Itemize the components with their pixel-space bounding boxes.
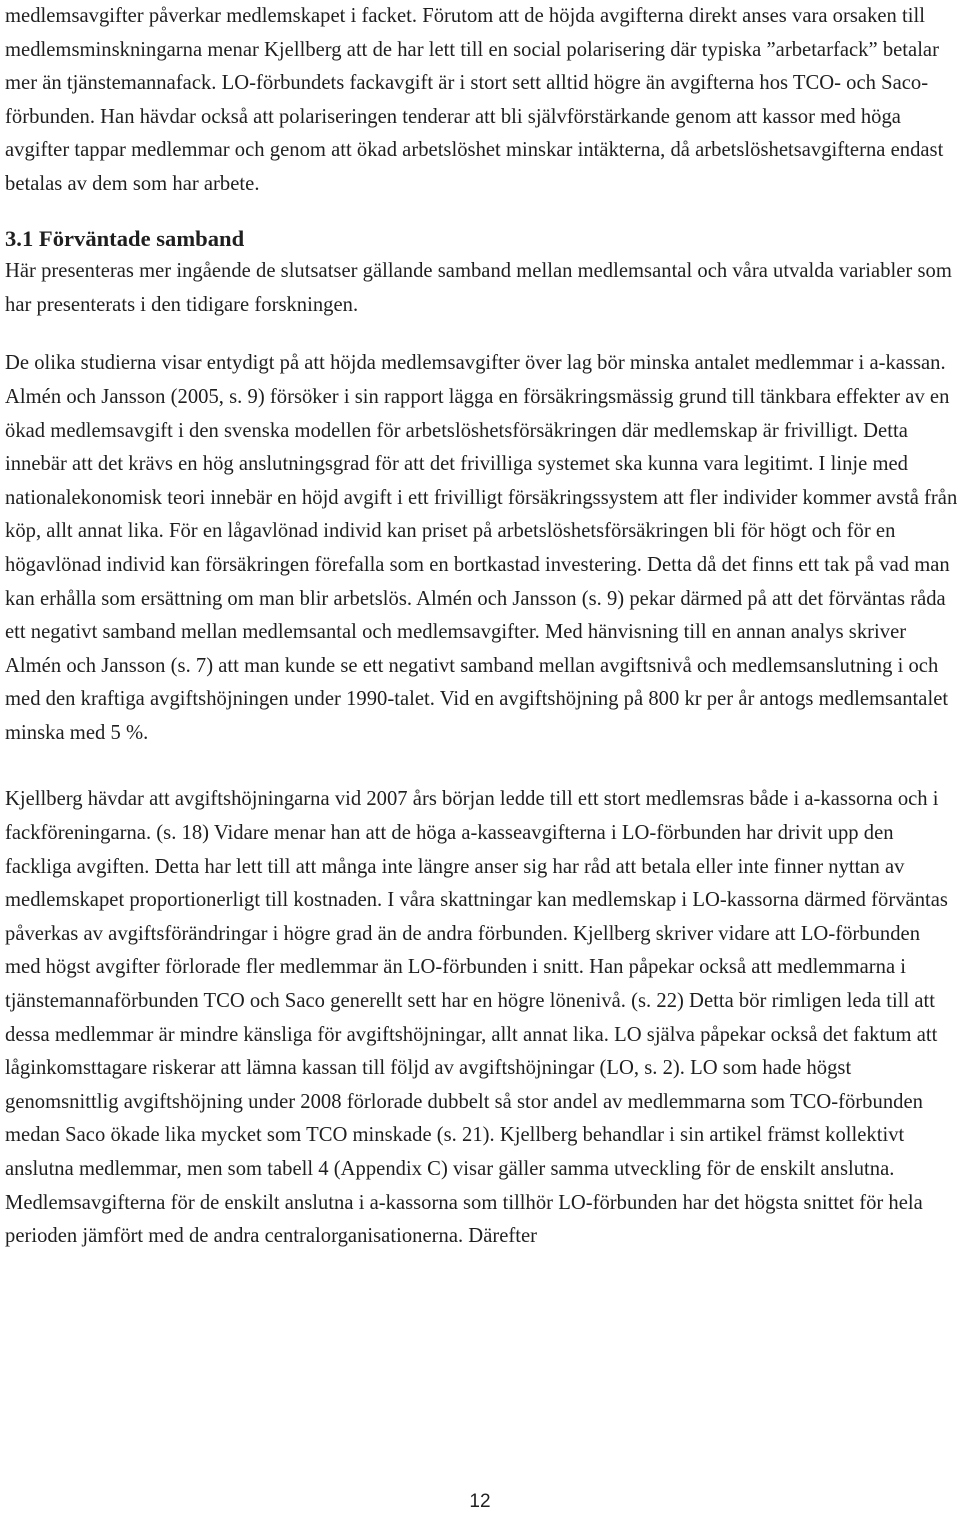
document-page [5, 0, 960, 1254]
body-paragraph-4: Kjellberg hävdar att avgiftshöjningarna vid 2007 års början ledde till ett stort medlemsras både i a-kassorna och i fackföreningarna. (s. 18) Vidare menar han att de höga a-kasseavgifterna i LO-förbunden har drivit upp den fackliga avgiften. Detta har lett till att många inte längre anser sig har råd att betala eller inte finner nyttan av medlemskapet proportionerligt till kostnaden. I våra skattningar kan medlemskap i LO-kassorna därmed förväntas påverkas av avgiftsförändringar i högre grad än de andra förbunden. Kjellberg skriver vidare att LO-förbunden med högst avgifter förlorade fler medlemmar än LO-förbunden i snitt. Han påpekar också att medlemmarna i tjänstemannaförbunden TCO och Saco generellt sett har en högre lönenivå. (s. 22) Detta bör rimligen leda till att dessa medlemmar är mindre känsliga för avgiftshöjningar, allt annat lika. LO själva påpekar också det faktum att låginkomsttagare riskerar att lämna kassan till följd av avgiftshöjningar (LO, s. 2). LO som hade högst genomsnittlig avgiftshöjning under 2008 förlorade dubbelt så stor andel av medlemmarna som TCO-förbunden medan Saco ökade lika mycket som TCO minskade (s. 21). Kjellberg behandlar i sin artikel främst kollektivt anslutna medlemmar, men som tabell 4 (Appendix C) visar gäller samma utveckling för de enskilt anslutna. Medlemsavgifterna för de enskilt anslutna i a-kassorna som tillhör LO-förbunden har det högsta snittet för hela perioden jämfört med de andra centralorganisationerna. Därefter [5, 788, 948, 1248]
section-heading: 3.1 Förväntade samband [5, 225, 245, 251]
page-number: 12 [469, 1491, 491, 1512]
body-paragraph-3: De olika studierna visar entydigt på att höjda medlemsavgifter över lag bör minska antalet medlemmar i a-kassan. Almén och Jansson (2005, s. 9) försöker i sin rapport lägga en försäkringsmässig grund till tänkbara effekter av en ökad medlemsavgift i den svenska modellen för arbetslöshetsförsäkringen där medlemskap är frivilligt. Detta innebär att det krävs en hög anslutningsgrad för att det frivilliga systemet ska kunna vara legitimt. I linje med nationalekonomisk teori innebär en höjd avgift i ett frivilligt försäkringssystem att fler individer kommer avstå från köp, allt annat lika. För en lågavlönad individ kan priset på arbetslöshetsförsäkringen bli för högt och för en högavlönad individ kan försäkringen förefalla som en bortkastad investering. Detta då det finns ett tak på vad man kan erhålla som ersättning om man blir arbetslös. Almén och Jansson (s. 9) pekar därmed på att det förväntas råda ett negativt samband mellan medlemsantal och medlemsavgifter. Med hänvisning till en annan analys skriver Almén och Jansson (s. 7) att man kunde se ett negativt samband mellan avgiftsnivå och medlemsanslutning i och med den kraftiga avgiftshöjningen under 1990-talet. Vid en avgiftshöjning på 800 kr per år antogs medlemsantalet minska med 5 %. [5, 352, 958, 744]
body-paragraph-2: Här presenteras mer ingående de slutsatser gällande samband mellan medlemsantal och våra utvalda variabler som har presenterats i den tidigare forskningen. [5, 260, 952, 316]
body-paragraph-1: medlemsavgifter påverkar medlemskapet i facket. Förutom att de höjda avgifterna direkt anses vara orsaken till medlemsminskningarna menar Kjellberg att de har lett till en social polarisering där typiska ”arbetarfack” betalar mer än tjänstemannafack. LO-förbundets fackavgift är i stort sett alltid högre än avgifterna hos TCO- och Saco-förbunden. Han hävdar också att polariseringen tenderar att bli självförstärkande genom att kassor med höga avgifter tappar medlemmar och genom att ökad arbetslöshet minskar intäkterna, då arbetslöshetsavgifterna endast betalas av dem som har arbete. [5, 5, 944, 195]
